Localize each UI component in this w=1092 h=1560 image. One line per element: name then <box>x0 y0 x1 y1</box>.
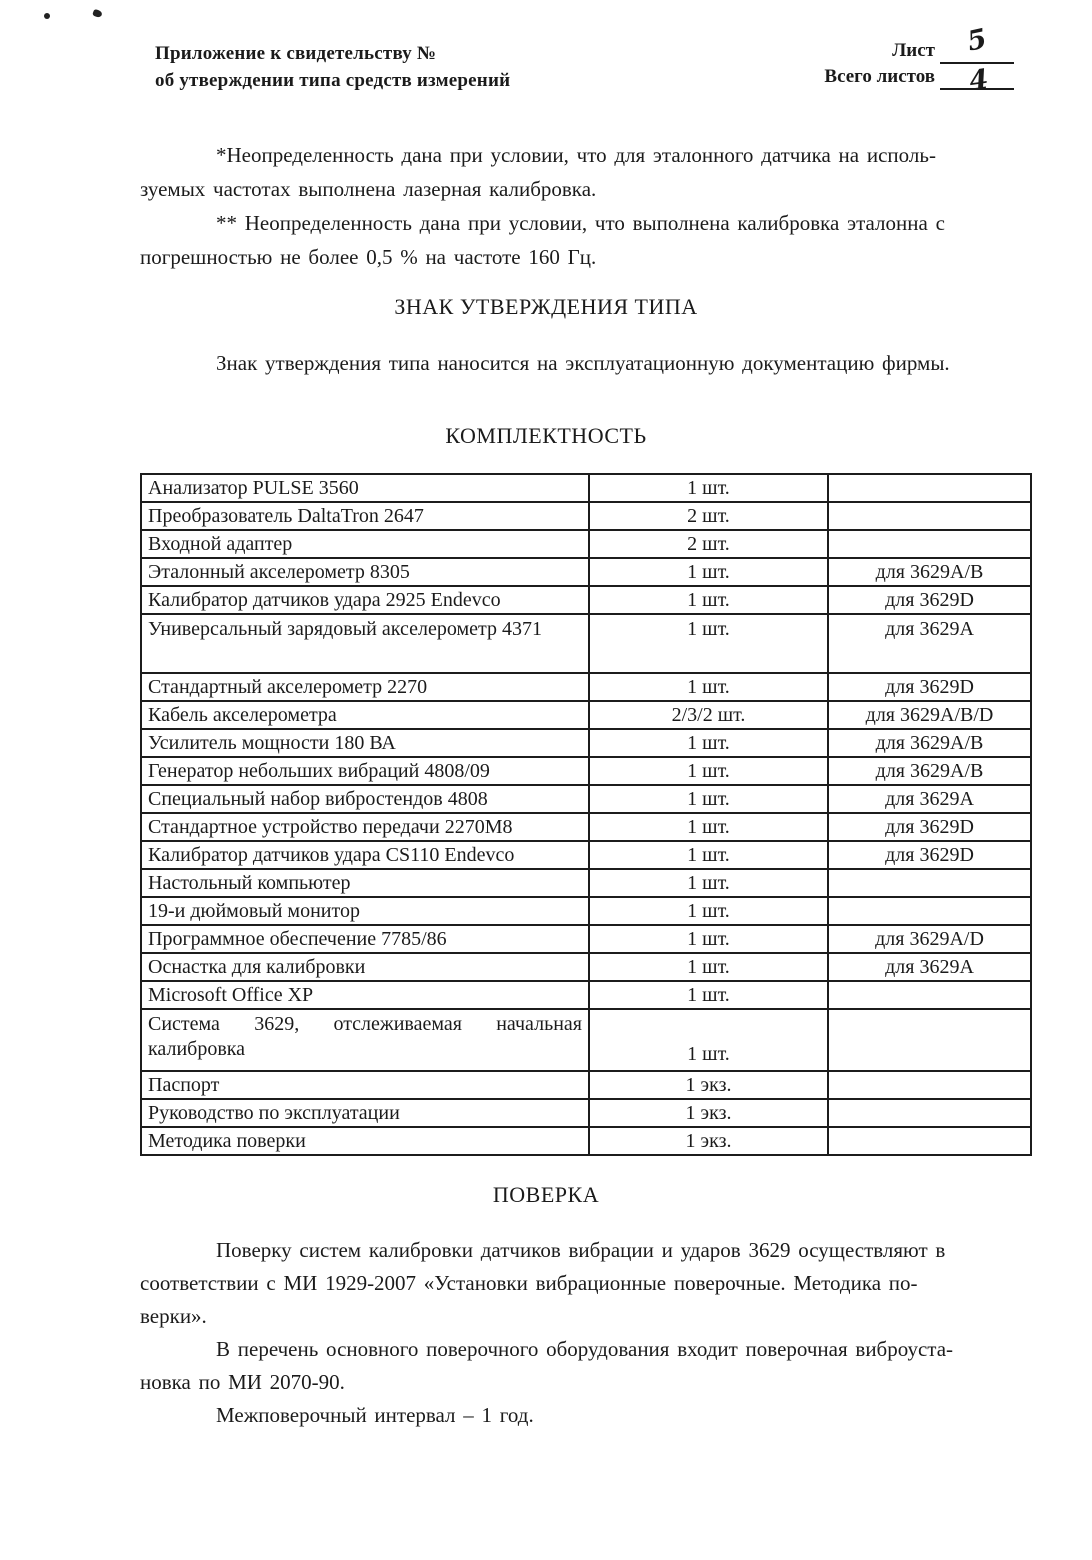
table-row <box>141 869 1031 897</box>
cell-note <box>828 530 1031 558</box>
cell-name: Универсальный зарядовый акселерометр 4371 <box>141 614 589 673</box>
sheet-number-handwritten: 5 <box>964 23 990 58</box>
cell-name: Система 3629, отслеживаемая начальная калибровка <box>141 1009 589 1071</box>
table-row <box>141 586 1031 614</box>
cell-note: для 3629D <box>828 673 1031 701</box>
cell-qty: 1 шт. <box>589 841 828 869</box>
cell-note: для 3629А/В <box>828 757 1031 785</box>
cell-name: Кабель акселерометра <box>141 701 589 729</box>
cell-qty: 2 шт. <box>589 530 828 558</box>
cell-name: Оснастка для калибровки <box>141 953 589 981</box>
cell-qty: 1 шт. <box>589 729 828 757</box>
verification-heading: ПОВЕРКА <box>492 1182 600 1207</box>
cell-qty: 1 шт. <box>589 757 828 785</box>
cell-qty: 1 шт. <box>589 897 828 925</box>
cell-note <box>828 981 1031 1009</box>
appendix-note <box>155 40 510 94</box>
cell-name: Анализатор PULSE 3560 <box>141 474 589 502</box>
cell-name: Эталонный акселерометр 8305 <box>141 558 589 586</box>
cell-name: Специальный набор вибростендов 4808 <box>141 785 589 813</box>
table-row <box>141 729 1031 757</box>
cell-note: для 3629А <box>828 785 1031 813</box>
cell-qty: 1 шт. <box>589 614 828 673</box>
note-line: *Неопределенность дана при условии, что для эталонного датчика на исполь- <box>216 143 936 167</box>
sheet-info <box>824 23 1014 98</box>
total-sheets-underline <box>940 63 1014 98</box>
verification-line: соответствии с МИ 1929-2007 «Установки вибрационные поверочные. Методика по- <box>140 1271 918 1295</box>
cell-name: Методика поверки <box>141 1127 589 1155</box>
table-row <box>141 1071 1031 1099</box>
cell-note: для 3629А/D <box>828 925 1031 953</box>
table-row <box>141 701 1031 729</box>
table-row <box>141 474 1031 502</box>
cell-note <box>828 1009 1031 1071</box>
cell-note <box>828 869 1031 897</box>
cell-note: для 3629А <box>828 614 1031 673</box>
cell-qty: 1 экз. <box>589 1071 828 1099</box>
verification-line: Межповерочный интервал – 1 год. <box>216 1403 534 1427</box>
appendix-line2: об утверждении типа средств измерений <box>155 70 511 91</box>
cell-qty: 1 шт. <box>589 673 828 701</box>
verification-paragraphs <box>140 1234 1032 1432</box>
table-row <box>141 502 1031 530</box>
cell-qty: 1 шт. <box>589 981 828 1009</box>
cell-note <box>828 897 1031 925</box>
note-line: зуемых частотах выполнена лазерная калибровка. <box>140 177 597 201</box>
scan-speck <box>92 9 103 19</box>
cell-name: Усилитель мощности 180 ВА <box>141 729 589 757</box>
completeness-table-body <box>141 474 1031 1155</box>
cell-name: Стандартное устройство передачи 2270М8 <box>141 813 589 841</box>
type-approval-text: Знак утверждения типа наносится на эксплуатационную документацию фирмы. <box>216 351 950 375</box>
cell-note: для 3629D <box>828 586 1031 614</box>
cell-note <box>828 1127 1031 1155</box>
table-row <box>141 981 1031 1009</box>
table-row <box>141 558 1031 586</box>
cell-name: Калибратор датчиков удара CS110 Endevco <box>141 841 589 869</box>
cell-note <box>828 1099 1031 1127</box>
cell-name: 19-и дюймовый монитор <box>141 897 589 925</box>
cell-qty: 1 шт. <box>589 1009 828 1071</box>
cell-qty: 2 шт. <box>589 502 828 530</box>
cell-note <box>828 474 1031 502</box>
cell-note <box>828 502 1031 530</box>
cell-note: для 3629А/В <box>828 558 1031 586</box>
verification-line: В перечень основного поверочного оборудования входит поверочная виброуста- <box>216 1337 954 1361</box>
cell-note: для 3629D <box>828 841 1031 869</box>
total-sheets-handwritten: 4 <box>967 63 991 98</box>
sheet-label: Лист <box>892 40 935 61</box>
cell-name: Генератор небольших вибраций 4808/09 <box>141 757 589 785</box>
cell-note: для 3629А/В <box>828 729 1031 757</box>
cell-name: Калибратор датчиков удара 2925 Endevco <box>141 586 589 614</box>
sheet-row <box>892 23 1014 64</box>
table-row <box>141 1099 1031 1127</box>
total-sheets-row <box>824 63 1014 98</box>
table-row <box>141 813 1031 841</box>
cell-qty: 1 экз. <box>589 1099 828 1127</box>
table-row <box>141 1009 1031 1071</box>
cell-name: Преобразователь DaltaTron 2647 <box>141 502 589 530</box>
table-row <box>141 673 1031 701</box>
verification-line: верки». <box>140 1304 207 1328</box>
cell-note <box>828 1071 1031 1099</box>
table-row <box>141 841 1031 869</box>
note-line: ** Неопределенность дана при условии, что выполнена калибровка эталонна с <box>216 211 945 235</box>
note-line: погрешностью не более 0,5 % на частоте 160 Гц. <box>140 245 597 269</box>
cell-qty: 1 экз. <box>589 1127 828 1155</box>
table-row <box>141 757 1031 785</box>
cell-name: Microsoft Office XP <box>141 981 589 1009</box>
type-approval-paragraph <box>140 348 1032 378</box>
type-approval-heading: ЗНАК УТВЕРЖДЕНИЯ ТИПА <box>394 294 698 319</box>
cell-name: Руководство по эксплуатации <box>141 1099 589 1127</box>
cell-name: Программное обеспечение 7785/86 <box>141 925 589 953</box>
total-sheets-label: Всего листов <box>824 66 935 87</box>
completeness-heading: КОМПЛЕКТНОСТЬ <box>445 423 647 448</box>
cell-note: для 3629А/В/D <box>828 701 1031 729</box>
table-row <box>141 925 1031 953</box>
cell-qty: 2/3/2 шт. <box>589 701 828 729</box>
cell-qty: 1 шт. <box>589 869 828 897</box>
table-row <box>141 785 1031 813</box>
sheet-number-underline <box>940 23 1014 64</box>
verification-line: новка по МИ 2070-90. <box>140 1370 345 1394</box>
cell-qty: 1 шт. <box>589 925 828 953</box>
table-row <box>141 614 1031 673</box>
cell-name: Настольный компьютер <box>141 869 589 897</box>
cell-qty: 1 шт. <box>589 953 828 981</box>
verification-line: Поверку систем калибровки датчиков вибрации и ударов 3629 осуществляют в <box>216 1238 946 1262</box>
scan-speck <box>44 13 50 19</box>
cell-qty: 1 шт. <box>589 785 828 813</box>
cell-qty: 1 шт. <box>589 586 828 614</box>
uncertainty-notes <box>140 138 1032 274</box>
cell-name: Входной адаптер <box>141 530 589 558</box>
table-row <box>141 953 1031 981</box>
table-row <box>141 1127 1031 1155</box>
appendix-line1: Приложение к свидетельству № <box>155 43 437 64</box>
table-row <box>141 530 1031 558</box>
completeness-table <box>140 473 1032 1156</box>
cell-note: для 3629А <box>828 953 1031 981</box>
table-row <box>141 897 1031 925</box>
cell-name: Паспорт <box>141 1071 589 1099</box>
cell-qty: 1 шт. <box>589 813 828 841</box>
cell-qty: 1 шт. <box>589 558 828 586</box>
cell-note: для 3629D <box>828 813 1031 841</box>
cell-name: Стандартный акселерометр 2270 <box>141 673 589 701</box>
cell-qty: 1 шт. <box>589 474 828 502</box>
